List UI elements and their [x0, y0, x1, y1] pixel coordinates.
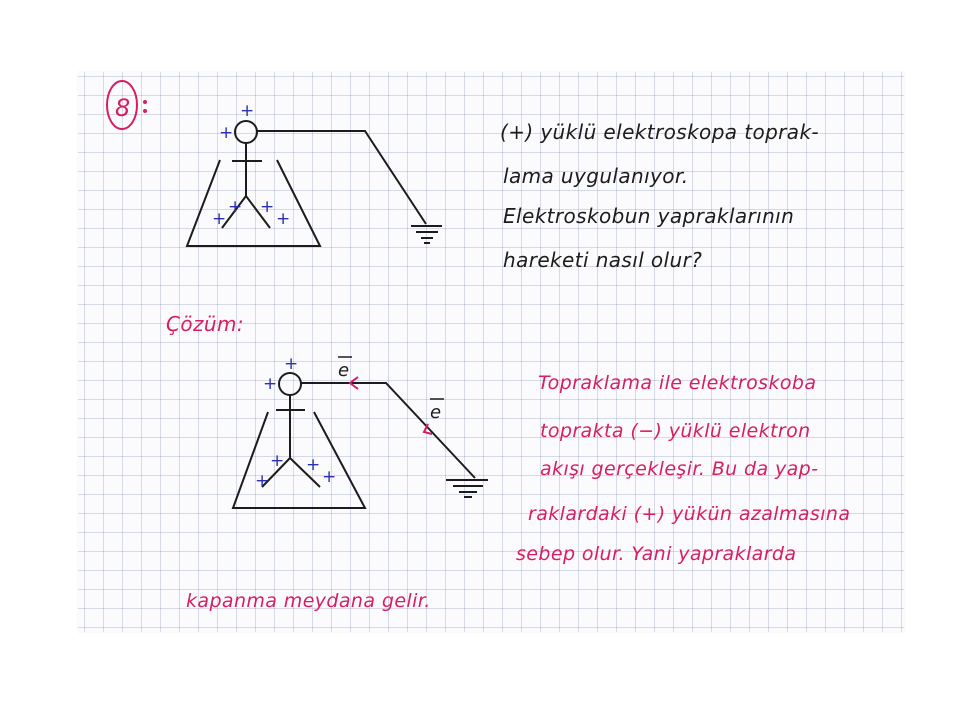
question-number: 8	[115, 94, 131, 122]
electroscope-jar	[187, 160, 320, 246]
charge-plus: +	[260, 197, 275, 217]
solution-line: toprakta (−) yüklü elektron	[540, 420, 811, 442]
charge-plus: +	[255, 471, 270, 491]
solution-final-line: kapanma meydana gelir.	[186, 590, 431, 612]
charge-plus: +	[228, 197, 243, 217]
solution-line: Topraklama ile elektroskoba	[538, 372, 817, 394]
charge-plus: +	[276, 209, 291, 229]
electroscope-knob	[235, 121, 257, 143]
charge-plus: +	[212, 209, 227, 229]
charge-plus: +	[270, 451, 285, 471]
electron-label: e	[430, 402, 442, 423]
ground-wire	[301, 383, 475, 478]
electroscope-jar	[233, 412, 365, 508]
ground-symbol	[446, 480, 488, 497]
charge-plus: +	[322, 467, 337, 487]
solution-line: sebep olur. Yani yapraklarda	[516, 543, 797, 565]
ground-symbol	[411, 226, 442, 243]
solution-line: raklardaki (+) yükün azalmasına	[528, 503, 851, 525]
charge-plus: +	[263, 374, 278, 394]
question-line: Elektroskobun yapraklarının	[503, 204, 795, 228]
question-number-badge	[107, 81, 147, 129]
question-line: hareketi nasıl olur?	[503, 248, 703, 272]
solution-heading: Çözüm:	[166, 312, 244, 336]
question-line: lama uygulanıyor.	[503, 164, 689, 188]
electron-labels	[338, 357, 444, 423]
charge-plus: +	[306, 455, 321, 475]
question-line: (+) yüklü elektroskopa toprak-	[500, 120, 820, 144]
solution-line: akışı gerçekleşir. Bu da yap-	[540, 458, 819, 480]
charge-plus: +	[219, 123, 234, 143]
charge-plus: +	[240, 101, 255, 121]
charge-plus: +	[284, 354, 299, 374]
electron-label: e	[338, 360, 350, 381]
electroscope-knob	[279, 373, 301, 395]
